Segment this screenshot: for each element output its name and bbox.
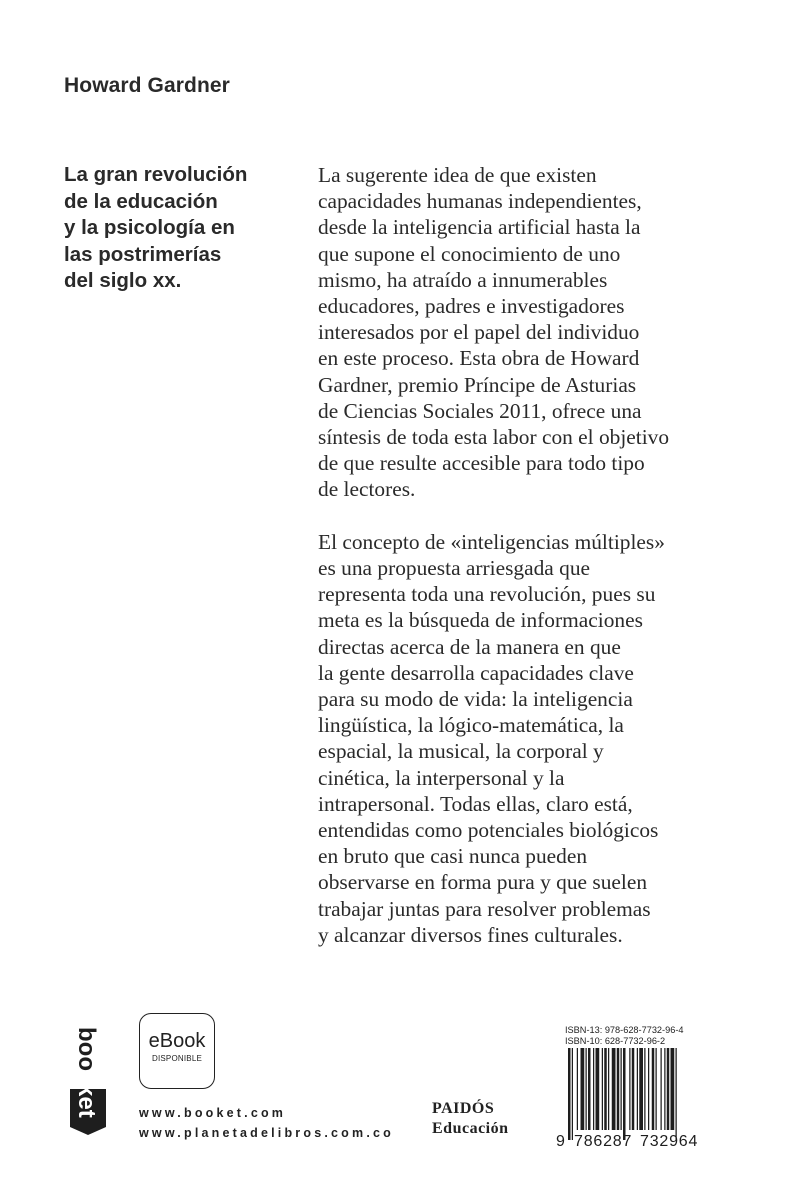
barcode-bar	[602, 1048, 603, 1130]
description-line: lingüística, la lógico-matemática, la	[318, 713, 624, 738]
barcode-bar	[588, 1048, 591, 1130]
description-line: meta es la búsqueda de informaciones	[318, 608, 643, 633]
barcode-bar	[621, 1048, 622, 1130]
barcode-bar	[612, 1048, 616, 1130]
tagline-line: de la educación	[64, 189, 218, 213]
barcode-bar	[661, 1048, 662, 1130]
publisher-imprint: Educación	[432, 1120, 509, 1137]
barcode-bar	[596, 1048, 600, 1130]
tagline-line: del siglo xx.	[64, 269, 182, 292]
description-paragraph	[318, 529, 788, 948]
description-line: de Ciencias Sociales 2011, ofrece una	[318, 398, 642, 423]
ebook-title: eBook	[148, 1030, 206, 1052]
barcode-bar	[604, 1048, 607, 1130]
barcode-bar	[644, 1048, 645, 1130]
ebook-subtitle: DISPONIBLE	[151, 1054, 202, 1063]
description-line: de que resulte accesible para todo tipo	[318, 451, 645, 476]
description-line: Gardner, premio Príncipe de Asturias	[318, 372, 637, 397]
paragraph-gap	[318, 503, 788, 529]
description-line: y alcanzar diversos fines culturales.	[318, 922, 623, 947]
barcode-bar	[667, 1048, 670, 1130]
description-line: en bruto que casi nunca pueden	[318, 844, 588, 869]
publisher-urls	[139, 1103, 394, 1143]
publisher-name: PAIDÓS	[432, 1100, 495, 1117]
barcode-bar	[577, 1048, 578, 1130]
barcode-digit-lead: 9	[556, 1133, 565, 1148]
description-line: síntesis de toda esta labor con el objetivo	[318, 425, 670, 450]
isbn13: ISBN-13: 978-628-7732-96-4	[565, 1025, 684, 1035]
barcode-digits-left: 786287	[574, 1133, 633, 1148]
barcode-bar	[572, 1048, 573, 1140]
barcode-bar	[593, 1048, 594, 1130]
tagline-line: y la psicología en	[64, 216, 235, 239]
barcode-bar	[671, 1048, 675, 1130]
description-line: en este proceso. Esta obra de Howard	[318, 346, 640, 371]
barcode-bar	[656, 1048, 657, 1130]
description-line: que supone el conocimiento de uno	[318, 241, 621, 266]
description-line: de lectores.	[318, 477, 416, 502]
description-line: La sugerente idea de que existen	[318, 163, 597, 187]
barcode-bar	[664, 1048, 665, 1130]
barcode-bar	[608, 1048, 609, 1130]
description-line: observarse en forma pura y que suelen	[318, 870, 648, 895]
tagline-line: las postrimerías	[64, 242, 222, 266]
booket-logo-text: boo	[73, 1027, 100, 1071]
description-line: El concepto de «inteligencias múltiples»	[318, 529, 665, 554]
barcode-bar	[581, 1048, 585, 1130]
barcode-bar	[632, 1048, 635, 1130]
description-line: capacidades humanas independientes,	[318, 189, 642, 214]
isbn10: ISBN-10: 628-7732-96-2	[565, 1035, 666, 1046]
description-line: cinética, la interpersonal y la	[318, 765, 565, 790]
url-booket[interactable]: www.booket.com	[139, 1106, 287, 1120]
barcode-bar	[639, 1048, 643, 1130]
isbn-block	[565, 1025, 684, 1046]
description-line: educadores, padres e investigadores	[318, 294, 625, 319]
tagline-line: La gran revolución	[64, 163, 248, 186]
description-line: para su modo de vida: la inteligencia	[318, 687, 633, 712]
barcode-bar	[586, 1048, 587, 1130]
svg-text:ket: ket	[73, 1083, 100, 1118]
ebook-badge	[139, 1013, 215, 1089]
barcode-bar	[623, 1048, 626, 1140]
author-name: Howard Gardner	[64, 74, 230, 97]
description-paragraph	[318, 162, 788, 503]
description-line: espacial, la musical, la corporal y	[318, 739, 604, 764]
description-line: representa toda una revolución, pues su	[318, 582, 656, 607]
booket-logo-icon	[66, 1025, 110, 1135]
description-line: trabajar juntas para resolver problemas	[318, 896, 651, 921]
barcode-bar	[568, 1048, 571, 1140]
description-line: directas acerca de la manera en que	[318, 634, 621, 659]
barcode-icon	[556, 1048, 721, 1148]
description-line: entendidas como potenciales biológicos	[318, 818, 659, 843]
description-line: interesados por el papel del individuo	[318, 320, 640, 345]
description-line: mismo, ha atraído a innumerables	[318, 267, 608, 292]
barcode-digits-right: 732964	[640, 1133, 699, 1148]
barcode-bar	[676, 1048, 677, 1140]
url-planetadelibros[interactable]: www.planetadelibros.com.co	[139, 1126, 394, 1140]
description-line: es una propuesta arriesgada que	[318, 556, 591, 581]
publisher-logo	[432, 1099, 509, 1139]
barcode-bar	[648, 1048, 649, 1130]
barcode-bar	[617, 1048, 620, 1130]
book-description	[318, 162, 788, 948]
description-line: desde la inteligencia artificial hasta la	[318, 215, 641, 240]
barcode-bar	[652, 1048, 655, 1130]
description-line: la gente desarrolla capacidades clave	[318, 660, 634, 685]
description-line: intrapersonal. Todas ellas, claro está,	[318, 791, 633, 816]
tagline	[64, 162, 304, 295]
barcode-bar	[637, 1048, 638, 1130]
barcode-bar	[629, 1048, 630, 1130]
